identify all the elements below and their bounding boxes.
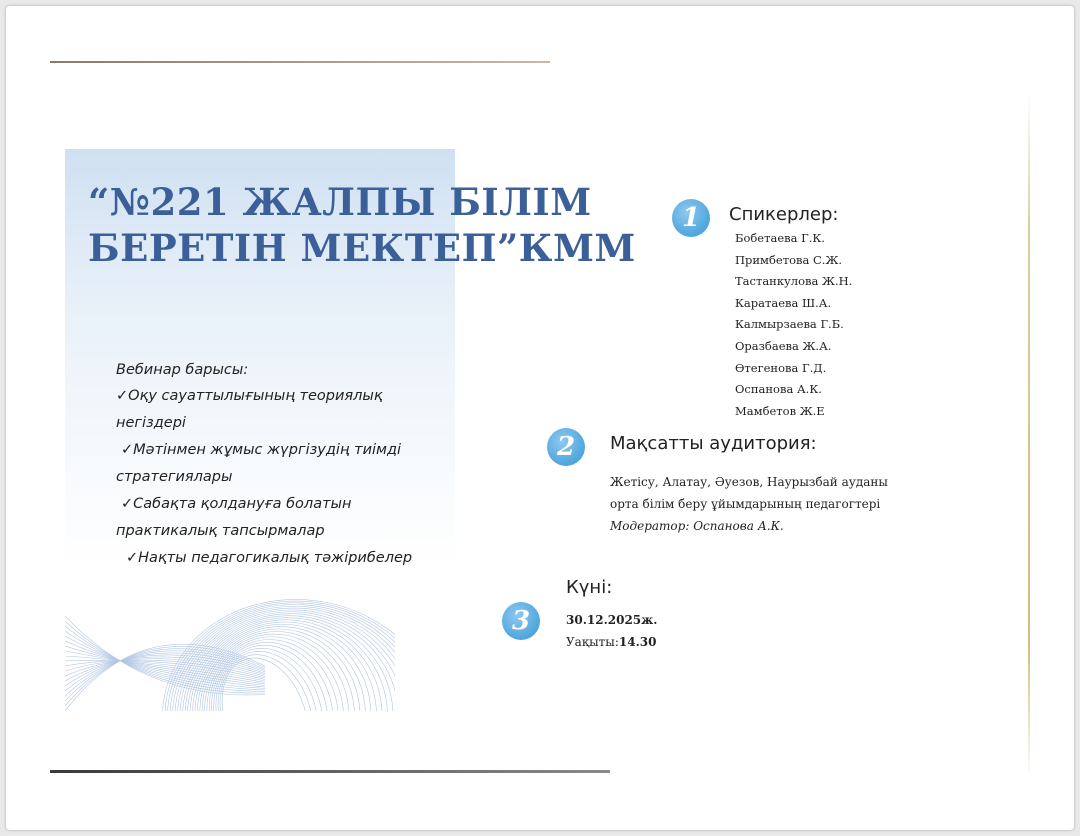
agenda-item-2-cont: стратегиялары — [116, 469, 233, 485]
agenda-item-4: ✓Нақты педагогикалық тәжірибелер — [126, 550, 413, 566]
audience-heading: Мақсатты аудитория: — [610, 433, 817, 454]
moderator-line: Модератор: Оспанова А.К. — [610, 519, 784, 533]
audience-line-2: орта білім беру ұйымдарының педагогтері — [610, 497, 881, 511]
date-value: 30.12.2025ж. — [566, 613, 658, 627]
title-line-2: БЕРЕТІН МЕКТЕП”КММ — [88, 226, 636, 270]
speaker-name: Оспанова А.К. — [735, 382, 822, 397]
section-number-badge-3: 3 — [502, 602, 540, 640]
agenda-item-1-cont: негіздері — [116, 415, 186, 431]
speaker-name: Бобетаева Г.К. — [735, 231, 825, 245]
speakers-heading: Спикерлер: — [729, 204, 839, 225]
flyer-page — [50, 61, 1030, 773]
date-heading: Күні: — [566, 577, 613, 598]
agenda-item-3-cont: практикалық тапсырмалар — [116, 523, 325, 539]
speaker-name: Каратаева Ш.А. — [735, 295, 832, 310]
decorative-swirl-graphic — [65, 566, 395, 711]
speaker-name: Мамбетов Ж.Е — [735, 403, 825, 418]
speaker-name: Калмырзаева Г.Б. — [735, 317, 844, 332]
section-number-badge-1: 1 — [672, 199, 710, 237]
audience-description — [610, 471, 930, 537]
webinar-heading: Вебинар барысы: — [116, 362, 249, 378]
section-number-badge-2: 2 — [547, 428, 585, 466]
speaker-name: Тастанкулова Ж.Н. — [735, 274, 853, 289]
speaker-name: Өтегенова Г.Д. — [735, 360, 827, 375]
right-border-line — [1028, 91, 1030, 773]
time-label: Уақыты: — [566, 635, 619, 649]
time-line — [566, 631, 656, 653]
top-border-line — [50, 61, 550, 63]
agenda-item-1: ✓Оқу сауаттылығының теориялық — [116, 388, 383, 404]
title-line-1: “№221 ЖАЛПЫ БІЛІМ — [88, 180, 592, 224]
speaker-name: Оразбаева Ж.А. — [735, 338, 832, 353]
agenda-item-3: ✓Сабақта қолдануға болатын — [121, 496, 352, 512]
webinar-agenda — [116, 357, 456, 572]
agenda-item-2: ✓Мәтінмен жұмыс жүргізудің тиімді — [121, 442, 402, 458]
bottom-border-line — [50, 770, 610, 773]
document-frame — [6, 6, 1074, 830]
speakers-list — [735, 228, 852, 422]
audience-line-1: Жетісу, Алатау, Әуезов, Наурызбай ауданы — [610, 475, 888, 489]
speaker-name: Примбетова С.Ж. — [735, 252, 843, 267]
school-title — [88, 179, 648, 271]
time-value: 14.30 — [618, 635, 657, 649]
